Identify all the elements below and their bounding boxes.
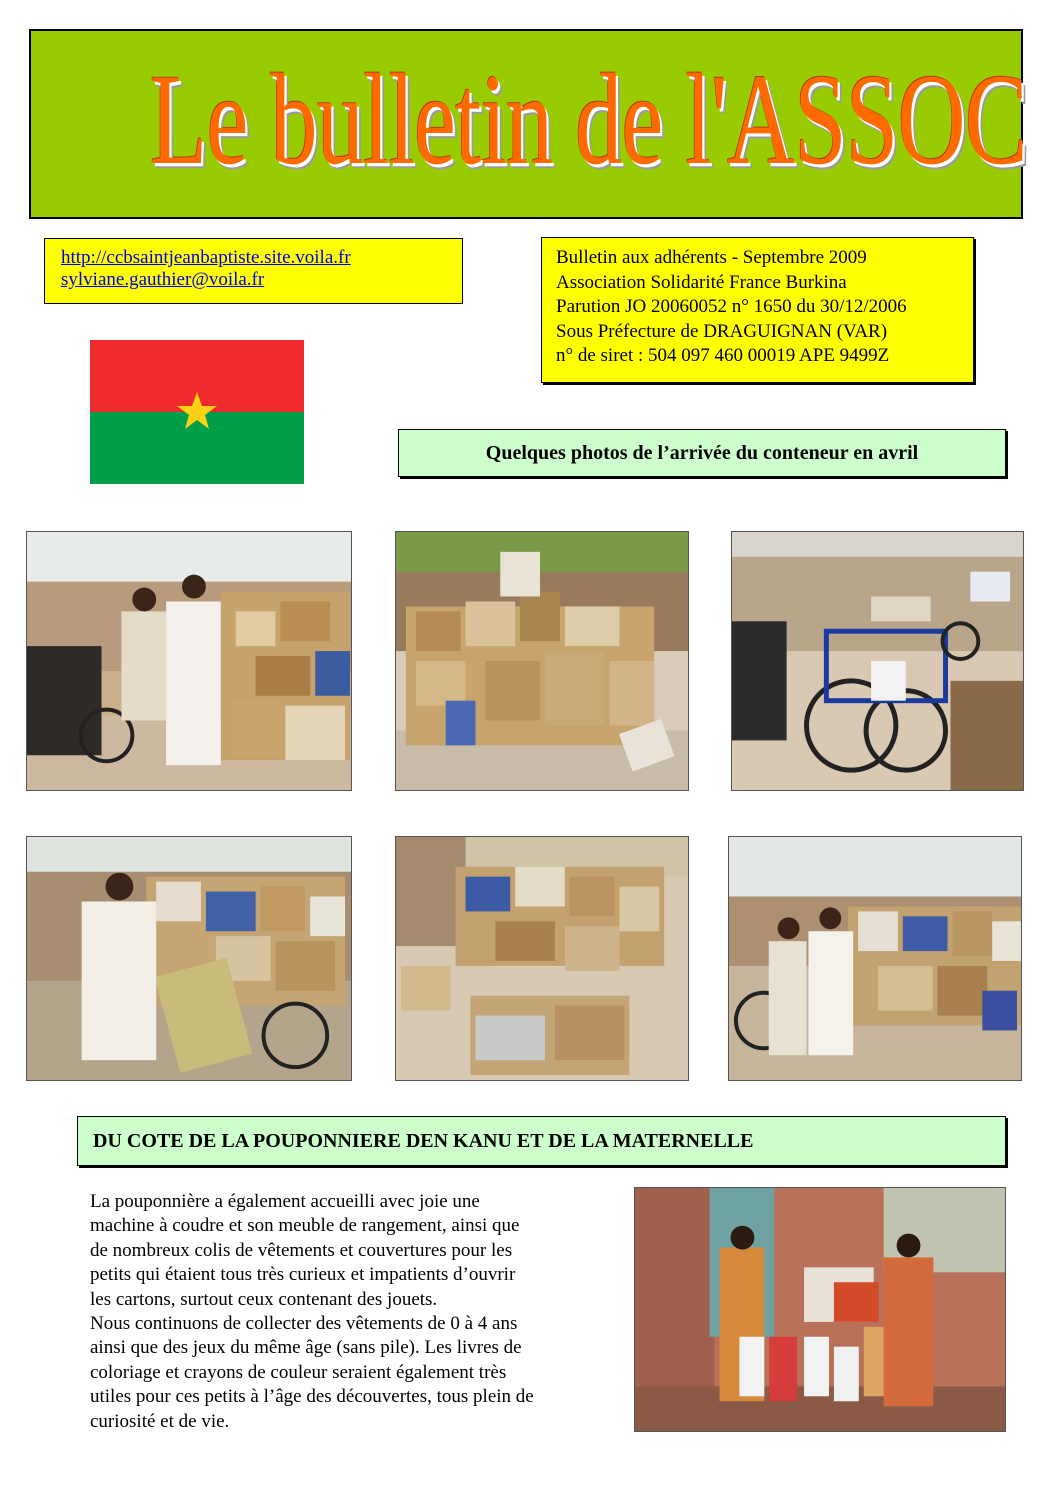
article-line: La pouponnière a également accueilli avec joie une [90,1191,480,1212]
article-line: petits qui étaient tous très curieux et impatients d’ouvrir [90,1264,516,1286]
info-line: Bulletin aux adhérents - Septembre 2009 [556,247,867,268]
bulletin-title: Le bulletin de l'ASSOC [149,47,1027,192]
article-line: Nous continuons de collecter des vêtements de 0 à 4 ans [90,1313,518,1335]
info-line: Association Solidarité France Burkina [556,271,847,293]
container-photo-5 [395,836,689,1081]
pouponniere-article [90,1190,610,1434]
photos-section-heading: Quelques photos de l’arrivée du conteneur en avril [398,429,1006,477]
info-line: Parution JO 20060052 n° 1650 du 30/12/2006 [556,296,907,317]
container-photo-1 [26,531,352,791]
container-photo-4 [26,836,352,1081]
article-line: machine à coudre et son meuble de rangement, ainsi que [90,1215,520,1237]
masthead-banner [29,29,1027,219]
contact-links-box [44,238,463,304]
article-line: utiles pour ces petits à l’âge des découvertes, tous plein de [90,1386,534,1408]
article-line: de nombreux colis de vêtements et couvertures pour les [90,1239,513,1261]
info-line: n° de siret : 504 097 460 00019 APE 9499Z [556,345,890,366]
article-line: coloriage et crayons de couleur seraient également très [90,1361,507,1383]
container-photo-3 [731,531,1024,791]
container-photo-6 [728,836,1022,1081]
website-link[interactable]: http://ccbsaintjeanbaptiste.site.voila.fr [61,247,351,268]
pouponniere-photo [634,1187,1006,1432]
email-link[interactable]: sylviane.gauthier@voila.fr [61,269,265,290]
association-info-box [541,237,974,383]
pouponniere-section-heading: DU COTE DE LA POUPONNIERE DEN KANU ET DE LA MATERNELLE [77,1116,1006,1166]
container-photo-2 [395,531,689,791]
info-line: Sous Préfecture de DRAGUIGNAN (VAR) [556,320,888,342]
article-line: les cartons, surtout ceux contenant des jouets. [90,1288,438,1310]
article-line: ainsi que des jeux du même âge (sans pile). Les livres de [90,1337,522,1359]
article-line: curiosité et de vie. [90,1410,230,1432]
burkina-faso-flag [90,340,304,484]
